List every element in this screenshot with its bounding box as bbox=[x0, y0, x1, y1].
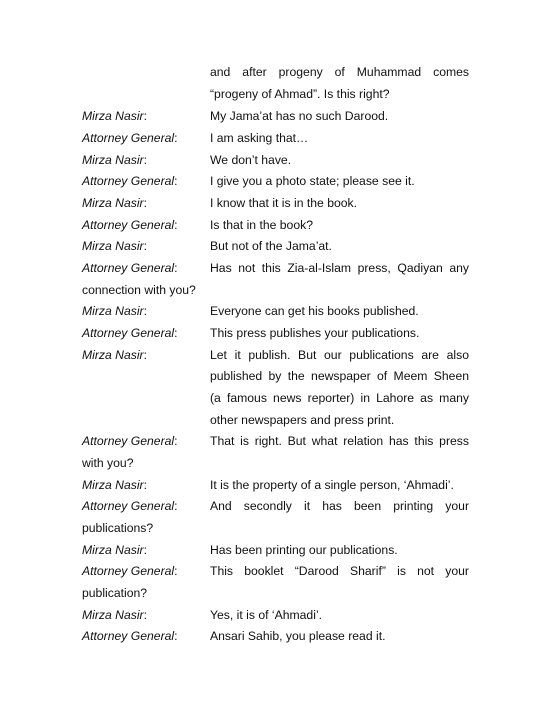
line-text: publication? bbox=[82, 586, 148, 600]
speaker-name: Mirza Nasir bbox=[82, 196, 144, 210]
speaker-label: Mirza Nasir: bbox=[82, 109, 148, 123]
transcript-line bbox=[82, 454, 469, 472]
transcript-line bbox=[82, 85, 469, 103]
line-text: Has not this Zia-al-Islam press, Qadiyan any bbox=[210, 261, 469, 275]
line-text: I give you a photo state; please see it. bbox=[210, 174, 415, 188]
line-text: publications? bbox=[82, 521, 154, 535]
transcript-line bbox=[82, 346, 469, 364]
transcript-line bbox=[82, 606, 469, 624]
line-text: But not of the Jama’at. bbox=[210, 239, 332, 253]
transcript-line bbox=[82, 259, 469, 277]
speaker-label: Mirza Nasir: bbox=[82, 239, 148, 253]
line-text: And secondly it has been printing your bbox=[210, 499, 469, 513]
speaker-label: Attorney General: bbox=[82, 564, 178, 578]
speaker-label: Attorney General: bbox=[82, 131, 178, 145]
speaker-label: Attorney General: bbox=[82, 499, 178, 513]
transcript-line bbox=[82, 324, 469, 342]
line-text: other newspapers and press print. bbox=[210, 413, 395, 427]
speaker-label: Mirza Nasir: bbox=[82, 348, 148, 362]
transcript-line bbox=[82, 562, 469, 580]
line-text: “progeny of Ahmad”. Is this right? bbox=[210, 87, 390, 101]
speaker-name: Mirza Nasir bbox=[82, 543, 144, 557]
transcript-line bbox=[82, 302, 469, 320]
line-text: That is right. But what relation has this press bbox=[210, 434, 469, 448]
speaker-label: Mirza Nasir: bbox=[82, 608, 148, 622]
speaker-name: Attorney General bbox=[82, 326, 175, 340]
transcript-line bbox=[82, 411, 469, 429]
transcript-line bbox=[82, 129, 469, 147]
line-text: Let it publish. But our publications are also bbox=[210, 348, 469, 362]
speaker-name: Attorney General bbox=[82, 218, 175, 232]
transcript-line bbox=[82, 541, 469, 559]
speaker-label: Attorney General: bbox=[82, 434, 178, 448]
transcript-line bbox=[82, 107, 469, 125]
transcript-line bbox=[82, 627, 469, 645]
transcript-line bbox=[82, 584, 469, 602]
line-text: connection with you? bbox=[82, 283, 196, 297]
speaker-name: Attorney General bbox=[82, 174, 175, 188]
speaker-name: Mirza Nasir bbox=[82, 239, 144, 253]
line-text: (a famous news reporter) in Lahore as many bbox=[210, 391, 469, 405]
line-text: and after progeny of Muhammad comes bbox=[210, 65, 469, 79]
transcript-line bbox=[82, 281, 469, 299]
transcript-line bbox=[82, 389, 469, 407]
transcript-line bbox=[82, 151, 469, 169]
line-text: This press publishes your publications. bbox=[210, 326, 420, 340]
line-text: Everyone can get his books published. bbox=[210, 304, 419, 318]
transcript-line bbox=[82, 432, 469, 450]
speaker-name: Mirza Nasir bbox=[82, 608, 144, 622]
transcript-line bbox=[82, 367, 469, 385]
speaker-name: Attorney General bbox=[82, 131, 175, 145]
speaker-label: Mirza Nasir: bbox=[82, 478, 148, 492]
line-text: published by the newspaper of Meem Sheen bbox=[210, 369, 469, 383]
speaker-label: Attorney General: bbox=[82, 174, 178, 188]
speaker-name: Mirza Nasir bbox=[82, 348, 144, 362]
transcript-line bbox=[82, 519, 469, 537]
transcript-line bbox=[82, 216, 469, 234]
line-text: Ansari Sahib, you please read it. bbox=[210, 629, 386, 643]
speaker-name: Mirza Nasir bbox=[82, 478, 144, 492]
speaker-label: Attorney General: bbox=[82, 218, 178, 232]
line-text: Has been printing our publications. bbox=[210, 543, 398, 557]
line-text: This booklet “Darood Sharif” is not your bbox=[210, 564, 469, 578]
speaker-name: Mirza Nasir bbox=[82, 304, 144, 318]
speaker-label: Mirza Nasir: bbox=[82, 543, 148, 557]
speaker-name: Mirza Nasir bbox=[82, 109, 144, 123]
line-text: Is that in the book? bbox=[210, 218, 313, 232]
speaker-name: Attorney General bbox=[82, 261, 175, 275]
transcript-line bbox=[82, 237, 469, 255]
line-text: I am asking that… bbox=[210, 131, 309, 145]
transcript-line bbox=[82, 476, 469, 494]
speaker-name: Attorney General bbox=[82, 434, 175, 448]
speaker-label: Attorney General: bbox=[82, 629, 178, 643]
line-text: Yes, it is of ‘Ahmadi’. bbox=[210, 608, 322, 622]
speaker-label: Mirza Nasir: bbox=[82, 304, 148, 318]
line-text: I know that it is in the book. bbox=[210, 196, 358, 210]
line-text: It is the property of a single person, ‘Ahmadi’. bbox=[210, 478, 454, 492]
line-text: My Jama’at has no such Darood. bbox=[210, 109, 389, 123]
line-text: We don’t have. bbox=[210, 153, 292, 167]
line-text: with you? bbox=[82, 456, 134, 470]
transcript-line bbox=[82, 194, 469, 212]
speaker-name: Attorney General bbox=[82, 564, 175, 578]
speaker-name: Attorney General bbox=[82, 499, 175, 513]
transcript-line bbox=[82, 497, 469, 515]
speaker-name: Mirza Nasir bbox=[82, 153, 144, 167]
speaker-label: Mirza Nasir: bbox=[82, 196, 148, 210]
speaker-label: Attorney General: bbox=[82, 261, 178, 275]
speaker-label: Attorney General: bbox=[82, 326, 178, 340]
speaker-name: Attorney General bbox=[82, 629, 175, 643]
transcript-line bbox=[82, 63, 469, 81]
speaker-label: Mirza Nasir: bbox=[82, 153, 148, 167]
transcript-line bbox=[82, 172, 469, 190]
